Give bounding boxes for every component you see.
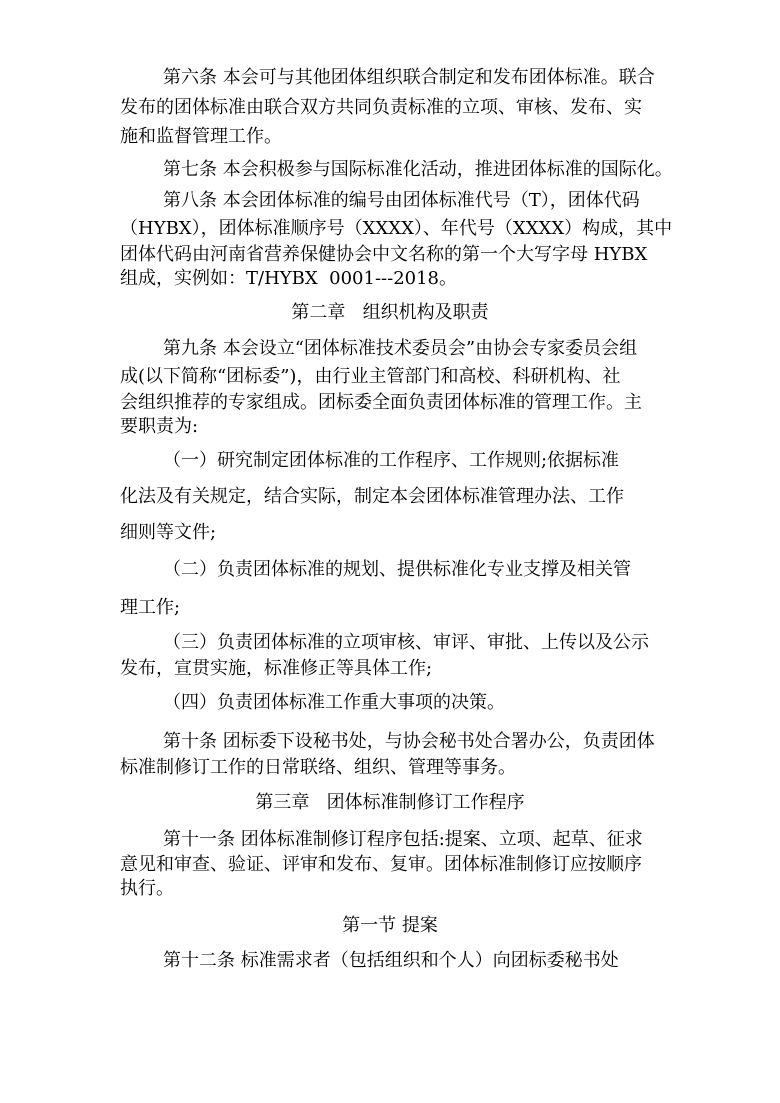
article-8-line-2: （HYBX），团体标准顺序号（XXXX）、年代号（XXXX）构成，其中 — [120, 218, 673, 239]
article-9-line-2: 成(以下简称“团标委”)，由行业主管部门和高校、科研机构、社 — [120, 366, 621, 387]
article-6-line-2: 发布的团体标准由联合双方共同负责标准的立项、审核、发布、实 — [120, 97, 642, 118]
article-8-line-3: 团体代码由河南省营养保健协会中文名称的第一个大写字母 HYBX — [120, 244, 648, 265]
article-10-line-2: 标准制修订工作的日常联络、组织、管理等事务。 — [120, 757, 516, 778]
article-8-line-1: 第八条 本会团体标准的编号由团体标准代号（T），团体代码 — [163, 190, 640, 211]
chapter-2-heading: 第二章 组织机构及职责 — [291, 302, 489, 323]
duty-1-line-3: 细则等文件; — [120, 522, 217, 543]
section-1-heading: 第一节 提案 — [342, 915, 438, 936]
duty-4-line-1: （四）负责团体标准工作重大事项的决策。 — [163, 692, 505, 713]
article-7-line-1: 第七条 本会积极参与国际标准化活动，推进团体标准的国际化。 — [163, 159, 673, 180]
duty-2-line-2: 理工作; — [120, 597, 181, 618]
article-6-line-3: 施和监督管理工作。 — [120, 126, 282, 147]
duty-2-line-1: （二）负责团体标准的规划、提供标准化专业支撑及相关管 — [163, 559, 631, 580]
article-10-line-1: 第十条 团标委下设秘书处，与协会秘书处合署办公，负责团体 — [163, 731, 655, 752]
duty-1-line-2: 化法及有关规定，结合实际，制定本会团体标准管理办法、工作 — [120, 486, 624, 507]
duty-1-line-1: （一）研究制定团体标准的工作程序、工作规则;依据标准 — [163, 450, 620, 471]
chapter-3-heading: 第三章 团体标准制修订工作程序 — [255, 792, 525, 813]
article-12-line-1: 第十二条 标准需求者（包括组织和个人）向团标委秘书处 — [163, 950, 619, 971]
article-9-line-4: 要职责为: — [120, 416, 199, 437]
duty-3-line-1: （三）负责团体标准的立项审核、审评、审批、上传以及公示 — [163, 632, 649, 653]
duty-3-line-2: 发布，宣贯实施，标准修正等具体工作; — [120, 658, 433, 679]
article-8-line-4: 组成，实例如：T/HYBX 0001---2018。 — [120, 268, 457, 289]
article-6-line-1: 第六条 本会可与其他团体组织联合制定和发布团体标准。联合 — [163, 67, 655, 88]
article-11-line-2: 意见和审查、验证、评审和发布、复审。团体标准制修订应按顺序 — [120, 854, 642, 875]
article-9-line-1: 第九条 本会设立“团体标准技术委员会”由协会专家委员会组 — [163, 338, 638, 359]
article-9-line-3: 会组织推荐的专家组成。团标委全面负责团体标准的管理工作。主 — [120, 392, 642, 413]
article-11-line-3: 执行。 — [120, 878, 174, 899]
article-11-line-1: 第十一条 团体标准制修订程序包括:提案、立项、起草、征求 — [163, 829, 643, 850]
